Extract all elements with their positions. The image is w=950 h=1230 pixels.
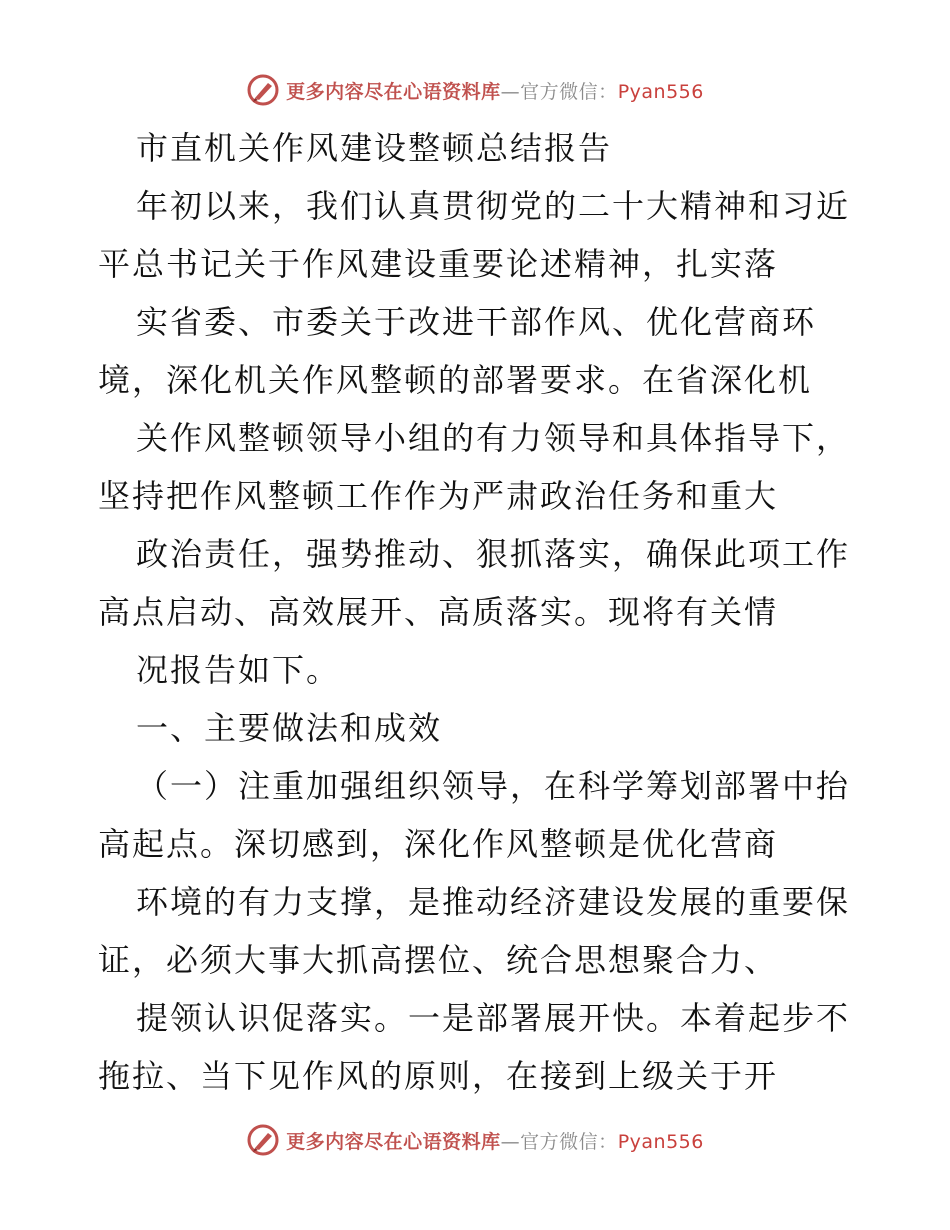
paragraph-line: 拖拉、当下见作风的原则，在接到上级关于开 bbox=[98, 1057, 779, 1095]
paragraph-line: 实省委、市委关于改进干部作风、优化营商环 bbox=[136, 303, 817, 341]
paragraph-line: 高点启动、高效展开、高质落实。现将有关情 bbox=[98, 593, 779, 631]
paragraph-line: 境，深化机关作风整顿的部署要求。在省深化机 bbox=[98, 361, 813, 399]
pen-logo-icon bbox=[246, 73, 280, 107]
document-title: 市直机关作风建设整顿总结报告 bbox=[136, 129, 613, 167]
paragraph-line: 平总书记关于作风建设重要论述精神，扎实落 bbox=[98, 245, 779, 283]
watermark-text: 更多内容尽在心语资料库—官方微信：Pyan556 bbox=[286, 1130, 704, 1153]
header-watermark bbox=[0, 70, 950, 110]
paragraph-line: 关作风整顿领导小组的有力领导和具体指导下， bbox=[136, 419, 851, 457]
paragraph-line: 环境的有力支撑，是推动经济建设发展的重要保 bbox=[136, 883, 851, 921]
pen-logo-icon bbox=[246, 1123, 280, 1157]
paragraph-line: 高起点。深切感到，深化作风整顿是优化营商 bbox=[98, 825, 779, 863]
paragraph-line: 坚持把作风整顿工作作为严肃政治任务和重大 bbox=[98, 477, 779, 515]
watermark-text: 更多内容尽在心语资料库—官方微信：Pyan556 bbox=[286, 80, 704, 103]
paragraph-line: 政治责任，强势推动、狠抓落实，确保此项工作 bbox=[136, 535, 851, 573]
footer-watermark bbox=[0, 1120, 950, 1160]
paragraph-line: 证，必须大事大抓高摆位、统合思想聚合力、 bbox=[98, 941, 779, 979]
paragraph-line: 提领认识促落实。一是部署展开快。本着起步不 bbox=[136, 999, 851, 1037]
paragraph-line: 年初以来，我们认真贯彻党的二十大精神和习近 bbox=[136, 187, 851, 225]
paragraph-line: （一）注重加强组织领导，在科学筹划部署中抬 bbox=[136, 767, 851, 805]
section-heading: 一、主要做法和成效 bbox=[136, 709, 443, 747]
paragraph-line: 况报告如下。 bbox=[136, 651, 341, 689]
